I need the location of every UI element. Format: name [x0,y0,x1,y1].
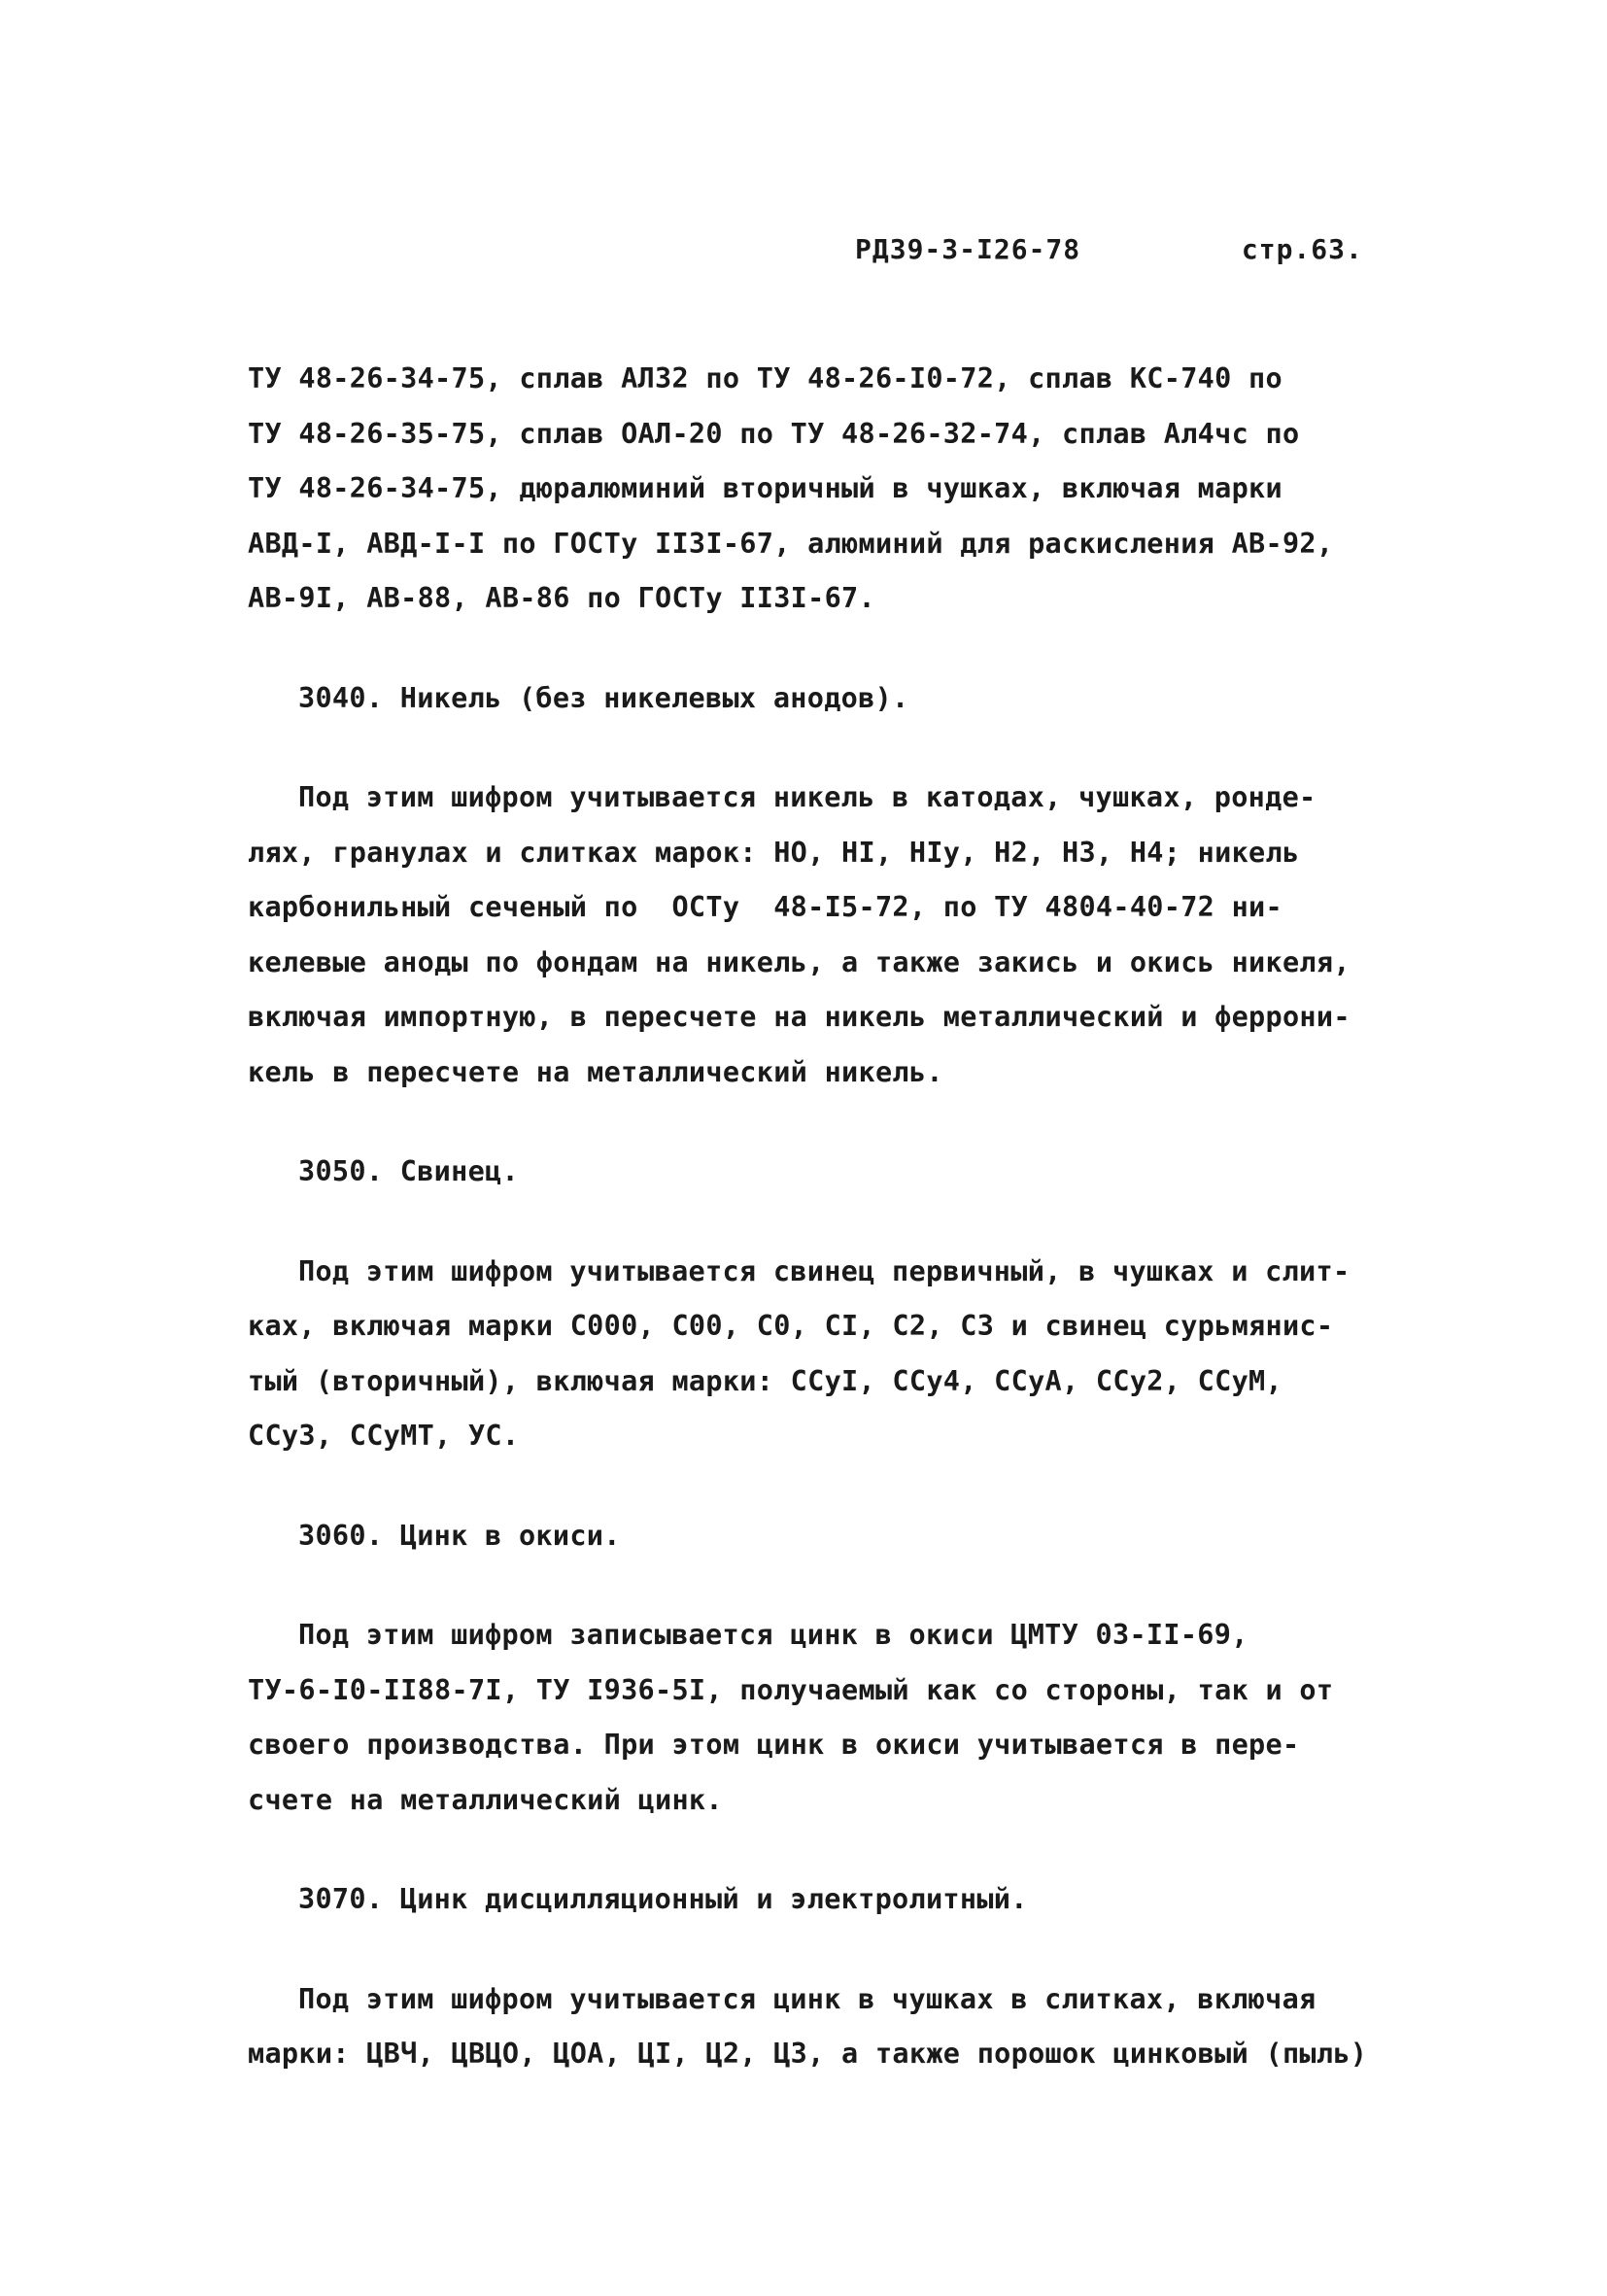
section-3050 [248,1145,1414,1464]
section-3040 [248,671,1414,1101]
section-heading: 3040. Никель (без никелевых анодов). [298,681,909,714]
text-line: АВ-9I, АВ-88, АВ-86 по ГОСТу II3I-67. [248,582,875,614]
text-line: тый (вторичный), включая марки: ССуI, ССу4, ССуА, ССу2, ССуМ, [248,1364,1282,1397]
text-line: Под этим шифром учитывается никель в катодах, чушках, ронде- [298,781,1316,813]
text-line: включая импортную, в пересчете на никель металлический и феррони- [248,1001,1351,1033]
document-code: РДЗ9-3-I26-78 [855,233,1081,265]
text-line: своего производства. При этом цинк в окиси учитывается в пере- [248,1729,1300,1761]
text-line: лях, гранулах и слитках марок: НО, НI, НIу, Н2, Н3, Н4; никель [248,836,1300,869]
text-line: келевые аноды по фондам на никель, а также закись и окись никеля, [248,945,1351,978]
text-line: кель в пересчете на металлический никель. [248,1055,943,1088]
text-line: ТУ-6-I0-II88-7I, ТУ I936-5I, получаемый как со стороны, так и от [248,1673,1334,1706]
text-line: Под этим шифром учитывается свинец первичный, в чушках и слит- [298,1254,1351,1287]
text-line: ТУ 48-26-34-75, сплав АЛ32 по ТУ 48-26-I0-72, сплав КС-740 по [248,362,1282,394]
text-line: ТУ 48-26-34-75, дюралюминий вторичный в чушках, включая марки [248,472,1282,504]
section-3060 [248,1509,1414,1829]
paragraph-continuation [248,352,1414,627]
text-line: ССу3, ССуМТ, УС. [248,1420,520,1452]
text-line: АВД-I, АВД-I-I по ГОСТу II3I-67, алюминий для раскисления АВ-92, [248,527,1334,560]
text-line: марки: ЦВЧ, ЦВЦО, ЦОА, ЦI, Ц2, Ц3, а также порошок цинковый (пыль) [248,2038,1368,2070]
text-line: Под этим шифром записывается цинк в окиси ЦМТУ 03-II-69, [298,1619,1248,1651]
section-heading: 3050. Свинец. [298,1155,519,1187]
section-heading: 3070. Цинк дисцилляционный и электролитный. [298,1883,1028,1915]
page-number: стр.63. [1241,233,1363,265]
page-header [855,233,1363,265]
section-heading: 3060. Цинк в окиси. [298,1519,621,1552]
text-line: ках, включая марки С000, С00, С0, СI, С2, С3 и свинец сурьмянис- [248,1310,1334,1342]
section-3070 [248,1872,1414,2082]
text-line: карбонильный сеченый по ОСТу 48-I5-72, по ТУ 4804-40-72 ни- [248,891,1282,923]
text-line: Под этим шифром учитывается цинк в чушках в слитках, включая [298,1982,1316,2015]
text-line: счете на металлический цинк. [248,1783,723,1816]
text-line: ТУ 48-26-35-75, сплав ОАЛ-20 по ТУ 48-26-32-74, сплав Ал4чс по [248,417,1300,450]
document-body [248,352,1414,2082]
